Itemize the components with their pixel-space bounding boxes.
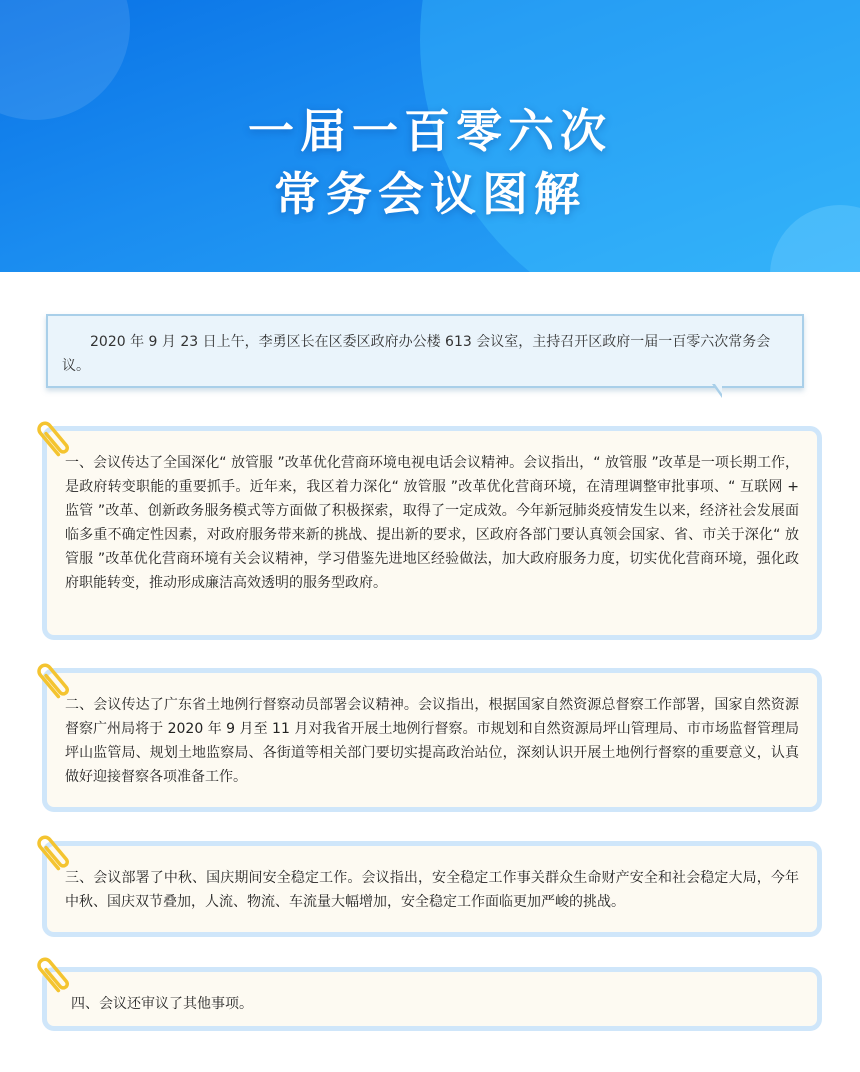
- agenda-item-text: 三、会议部署了中秋、国庆期间安全稳定工作。会议指出，安全稳定工作事关群众生命财产安全和社会稳定大局，今年中秋、国庆双节叠加，人流、物流、车流量大幅增加，安全稳定工作面临更加严峻的挑战。: [65, 870, 799, 910]
- intro-text: 2020 年 9 月 23 日上午，李勇区长在区委区政府办公楼 613 会议室，主持召开区政府一届一百零六次常务会议。: [62, 334, 771, 374]
- intro-callout: [46, 314, 804, 388]
- paperclip-icon: [28, 656, 80, 708]
- header-banner: [0, 0, 860, 272]
- page-title-line2: 常务会议图解: [274, 167, 586, 221]
- agenda-item-card: [42, 426, 822, 640]
- agenda-item-card: [42, 841, 822, 937]
- paperclip-icon: [28, 414, 80, 466]
- agenda-item-text: 四、会议还审议了其他事项。: [71, 996, 253, 1012]
- agenda-item-text: 二、会议传达了广东省土地例行督察动员部署会议精神。会议指出，根据国家自然资源总督察工作部署，国家自然资源督察广州局将于 2020 年 9 月至 11 月对我省开展土地例行督察。市规划和自然资源局坪山管理局、市市场监督管理局坪山监管局、规划土地监察局、各街道等相关部门要切实提高政治站位，深刻认识开展土地例行督察的重要意义，认真做好迎接督察各项准备工作。: [65, 697, 799, 785]
- agenda-item-card: [42, 668, 822, 812]
- paperclip-icon: [28, 828, 80, 880]
- agenda-item-card: [42, 967, 822, 1031]
- callout-tail-inner: [715, 384, 722, 394]
- page-title-line1: 一届一百零六次: [248, 104, 612, 158]
- paperclip-icon: [28, 950, 80, 1002]
- agenda-item-text: 一、会议传达了全国深化“ 放管服 ”改革优化营商环境电视电话会议精神。会议指出，“ 放管服 ”改革是一项长期工作，是政府转变职能的重要抓手。近年来，我区着力深化“ 放管服 ”改革优化营商环境，在清理调整审批事项、“ 互联网 + 监管 ”改革、创新政务服务模式等方面做了积极探索，取得了一定成效。今年新冠肺炎疫情发生以来，经济社会发展面临多重不确定性因素，对政府服务带来新的挑战、提出新的要求，区政府各部门要认真领会国家、省、市关于深化“ 放管服 ”改革优化营商环境有关会议精神，学习借鉴先进地区经验做法，加大政府服务力度，切实优化营商环境，强化政府职能转变，推动形成廉洁高效透明的服务型政府。: [65, 455, 799, 591]
